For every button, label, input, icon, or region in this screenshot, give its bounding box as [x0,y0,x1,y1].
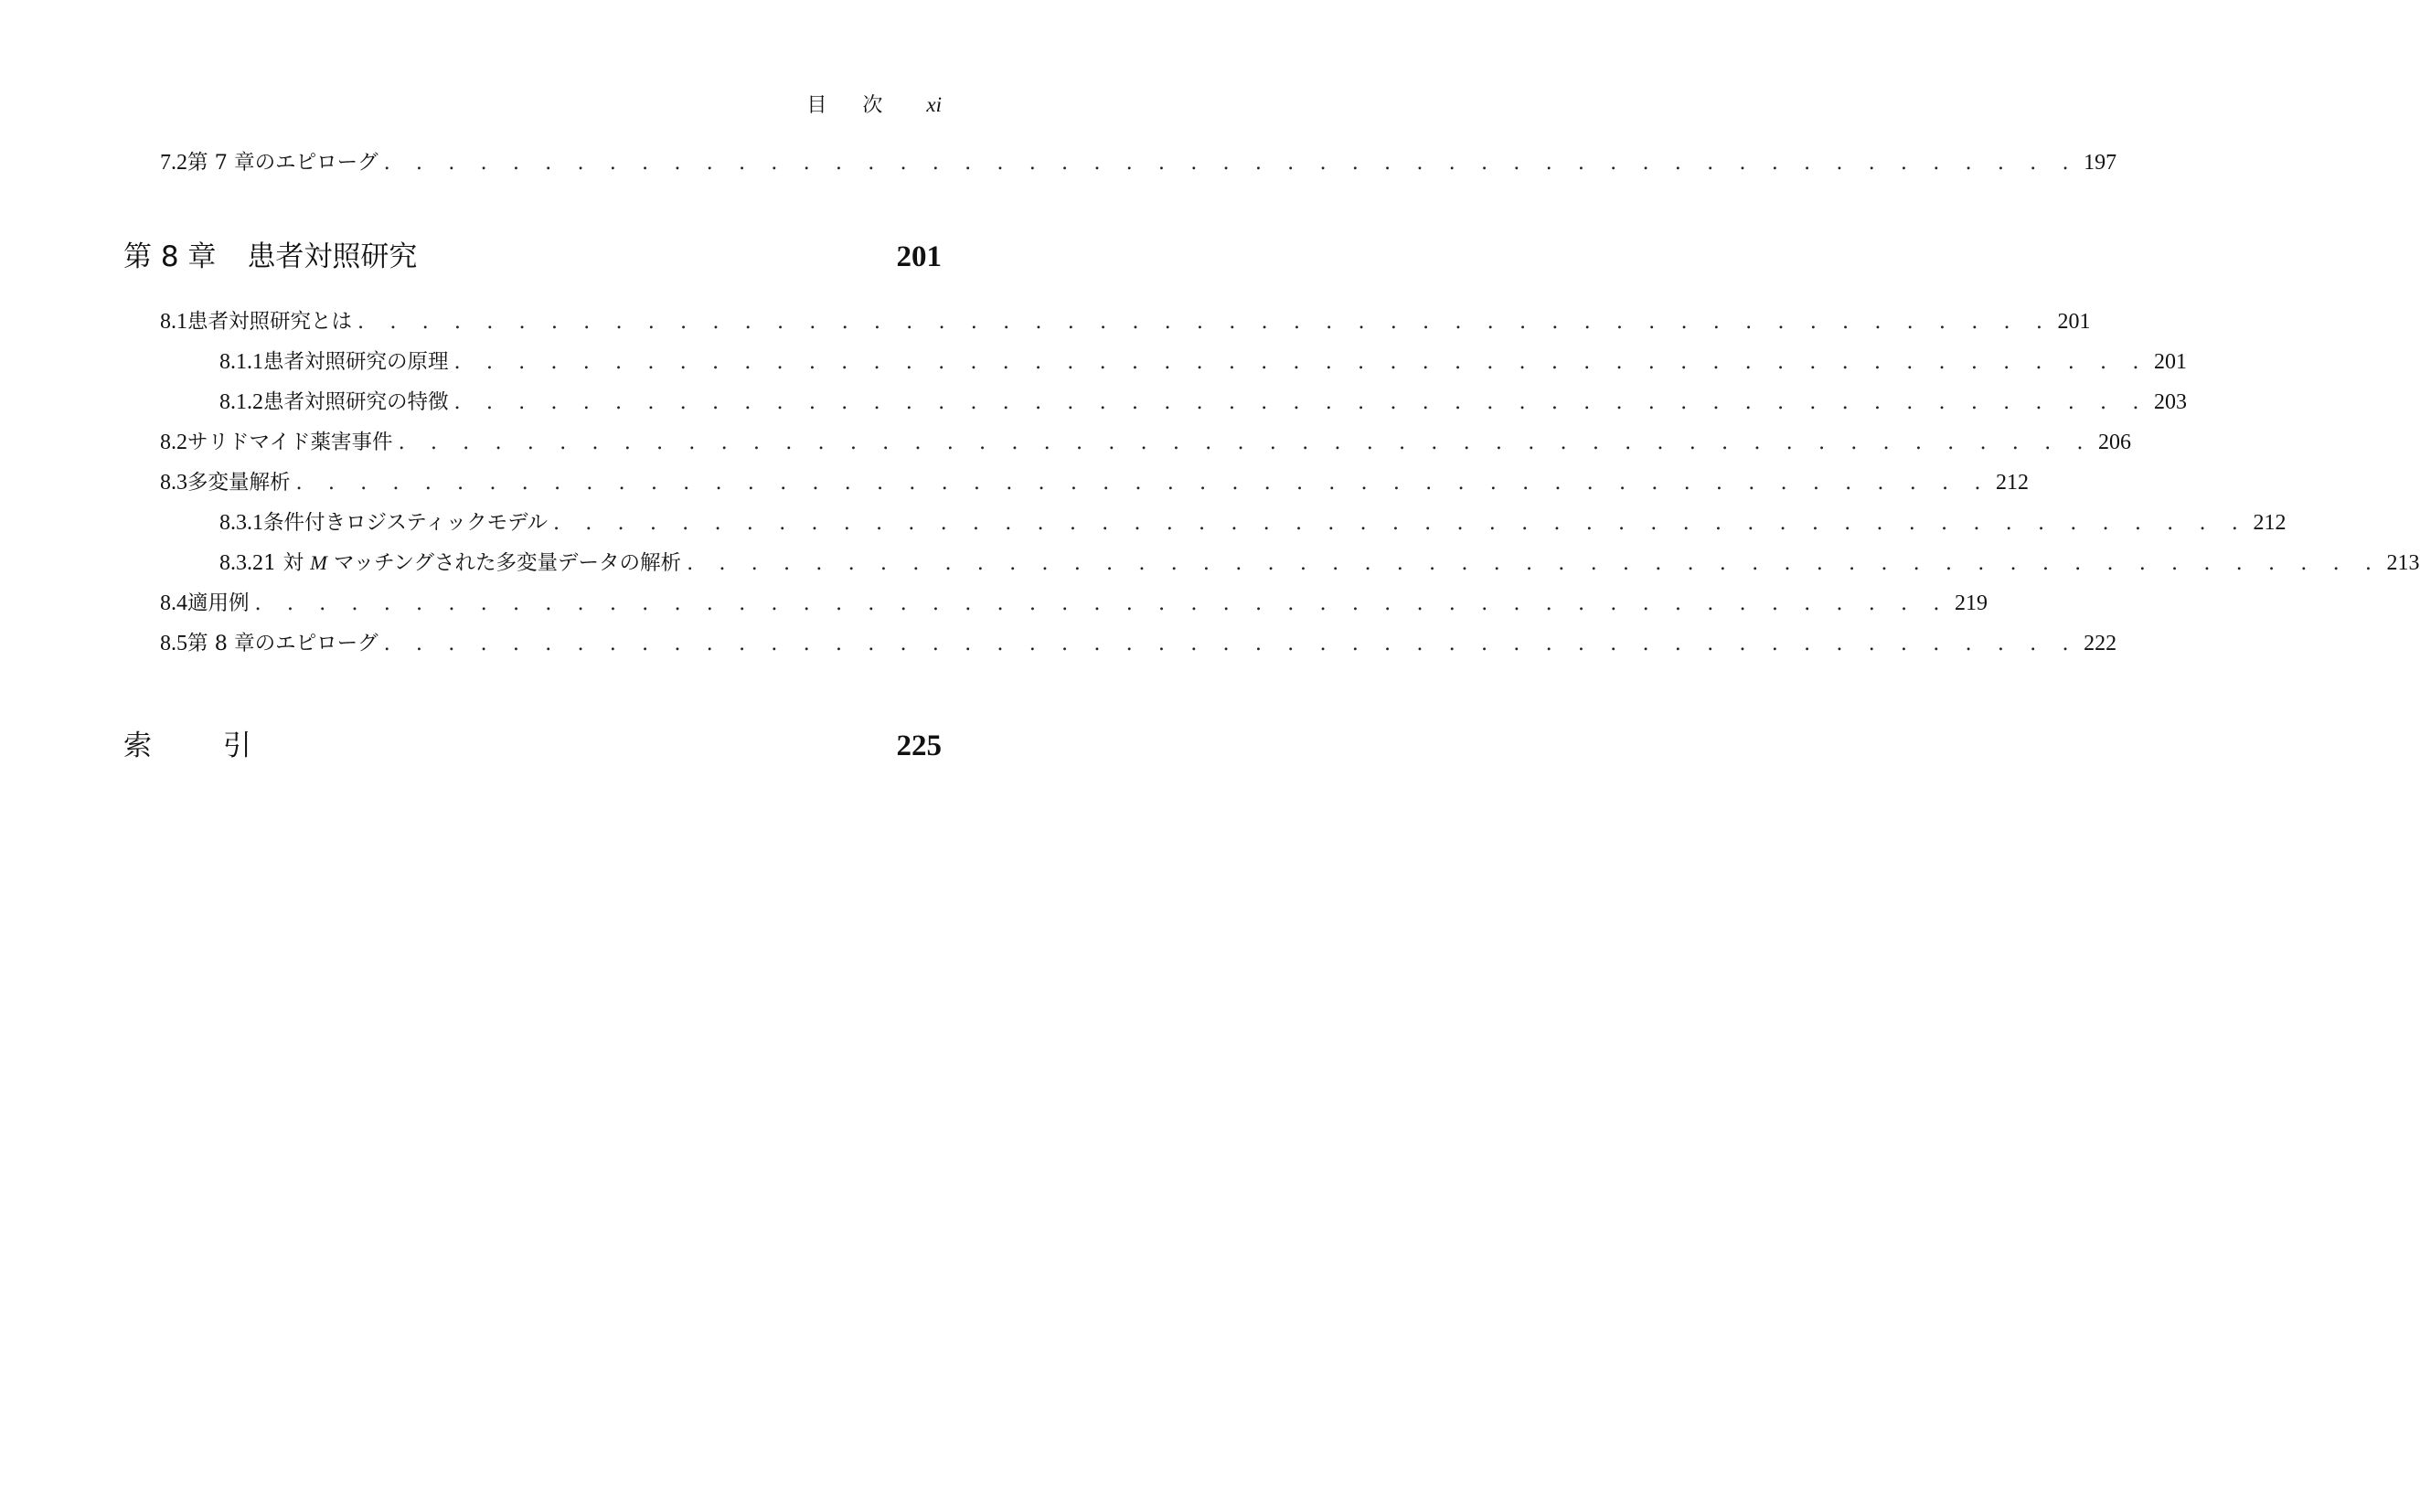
section-title: 第 8 章のエピローグ [187,632,378,655]
running-head [806,90,942,118]
section-title: 多変量解析 [187,471,291,495]
page-number: 203 [2154,390,2187,414]
index-page-number: 225 [896,729,942,762]
chapter-page-number: 201 [896,240,942,273]
page-number: 219 [1955,591,1988,615]
subsection-number: 8.3.2 [219,551,263,575]
dot-leader: . . . . . . . . . . . . . . . . . . . . . . . . . . . . . . . . . . . . . . . . . . . . . . . . . . . . . [453,390,2148,414]
dot-leader: . . . . . . . . . . . . . . . . . . . . . . . . . . . . . . . . . . . . . . . . . . . . . . . . . . . . . [357,310,2052,334]
chapter-label: 第 8 章 [123,240,217,273]
dot-leader: . . . . . . . . . . . . . . . . . . . . . . . . . . . . . . . . . . . . . . . . . . . . . . . . . . . . . [383,151,2079,175]
dot-leader: . . . . . . . . . . . . . . . . . . . . . . . . . . . . . . . . . . . . . . . . . . . . . . . . . . . . . [552,511,2248,535]
dot-leader: . . . . . . . . . . . . . . . . . . . . . . . . . . . . . . . . . . . . . . . . . . . . . . . . . . . . . [687,551,2382,575]
page-number: 222 [2084,632,2117,655]
toc-entry-8-2[interactable] [160,426,2132,455]
toc-entry-8-3-1[interactable] [219,506,2287,536]
chapter-title: 患者対照研究 [247,240,418,273]
subsection-title: 患者対照研究の原理 [263,350,449,374]
math-variable: M [310,551,327,574]
page-number: 201 [2057,310,2091,334]
page-number: 212 [2253,511,2287,535]
title-suffix: マッチングされた多変量データの解析 [326,551,682,575]
dot-leader: . . . . . . . . . . . . . . . . . . . . . . . . . . . . . . . . . . . . . . . . . . . . . . . . . . . . . [398,431,2094,454]
index-heading[interactable] [123,722,942,763]
title-prefix: 1 対 [263,551,311,575]
page-number: 206 [2098,431,2132,454]
section-title: 第 7 章のエピローグ [187,151,378,175]
dot-leader: . . . . . . . . . . . . . . . . . . . . . . . . . . . . . . . . . . . . . . . . . . . . . . . . . . . . . [254,591,1949,615]
toc-entry-8-1[interactable] [160,305,2091,335]
subsection-title: 患者対照研究の特徴 [263,390,449,414]
subsection-number: 8.3.1 [219,511,263,535]
toc-entry-8-1-1[interactable] [219,346,2187,375]
subsection-number: 8.1.1 [219,350,263,374]
running-head-title: 目 次 [806,94,898,117]
section-title: 患者対照研究とは [187,310,353,334]
index-label: 索 引 [123,729,283,762]
section-number: 8.3 [160,471,187,495]
subsection-title: 条件付きロジスティックモデル [263,511,548,535]
page-number: 201 [2154,350,2187,374]
page-number: 213 [2386,551,2420,575]
subsection-title [263,547,681,576]
toc-entry-7-2[interactable] [160,146,2117,176]
toc-entry-8-3[interactable] [160,466,2029,495]
section-title: 適用例 [187,591,250,615]
dot-leader: . . . . . . . . . . . . . . . . . . . . . . . . . . . . . . . . . . . . . . . . . . . . . . . . . . . . . [295,471,1990,495]
section-number: 8.5 [160,632,187,655]
dot-leader: . . . . . . . . . . . . . . . . . . . . . . . . . . . . . . . . . . . . . . . . . . . . . . . . . . . . . [453,350,2148,374]
section-number: 8.4 [160,591,187,615]
dot-leader: . . . . . . . . . . . . . . . . . . . . . . . . . . . . . . . . . . . . . . . . . . . . . . . . . . . . . [383,632,2079,655]
page-number: 197 [2084,151,2117,175]
chapter-heading-8[interactable] [123,233,942,274]
section-number: 7.2 [160,151,187,175]
toc-entry-8-5[interactable] [160,627,2117,656]
toc-entry-8-3-2[interactable] [219,547,2420,576]
toc-entry-8-1-2[interactable] [219,386,2187,415]
toc-entry-8-4[interactable] [160,587,1988,616]
running-head-page-number: xi [926,93,942,116]
section-number: 8.1 [160,310,187,334]
page-number: 212 [1996,471,2029,495]
section-number: 8.2 [160,431,187,454]
subsection-number: 8.1.2 [219,390,263,414]
section-title: サリドマイド薬害事件 [187,431,393,454]
